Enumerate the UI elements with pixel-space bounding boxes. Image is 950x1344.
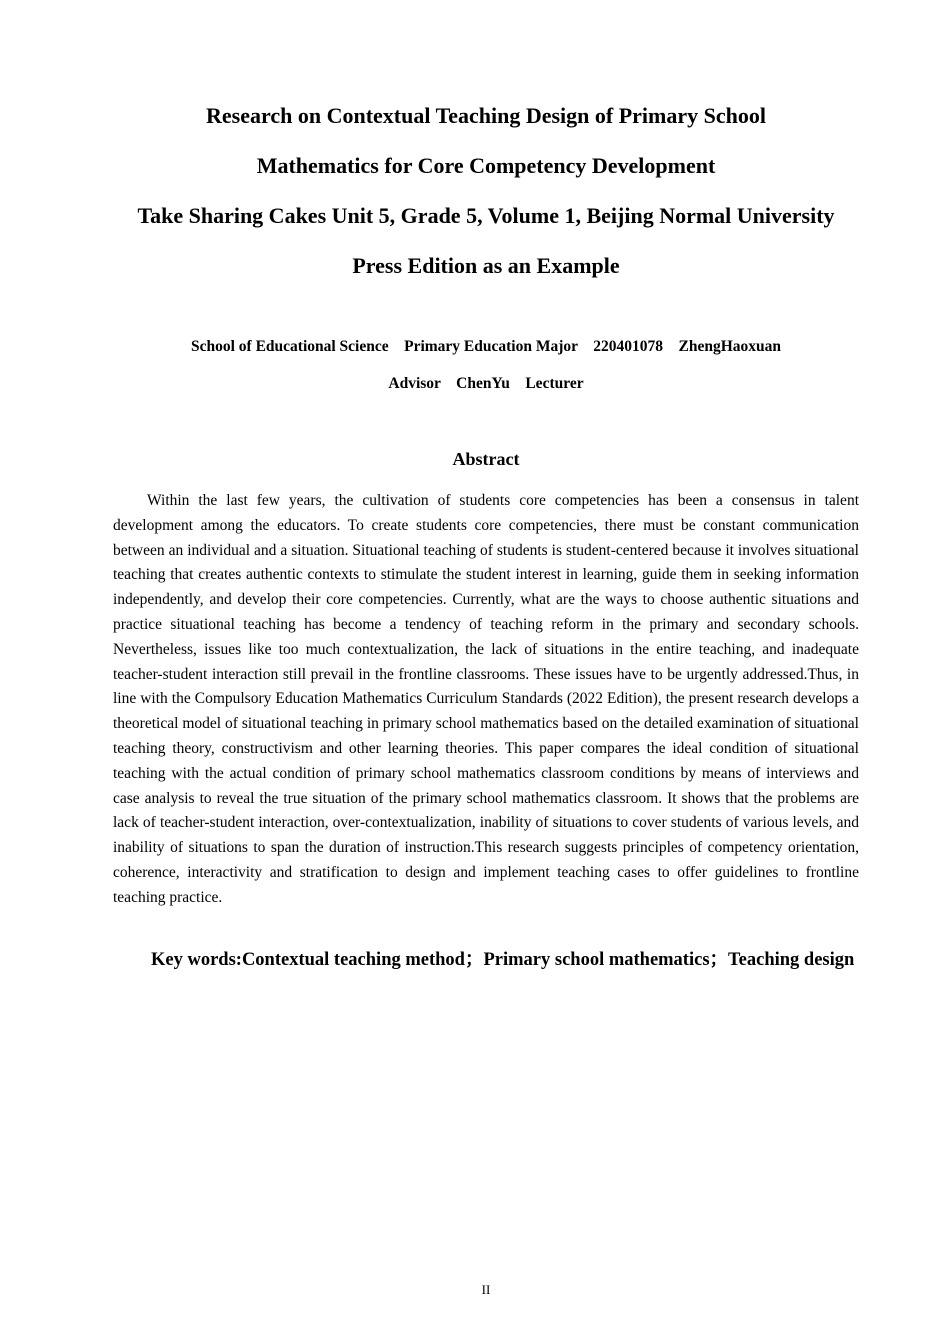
advisor-line: Advisor ChenYu Lecturer bbox=[388, 375, 584, 392]
subtitle-line-1: Take Sharing Cakes Unit 5, Grade 5, Volume 1, Beijing Normal University bbox=[137, 203, 835, 228]
title-line-2: Mathematics for Core Competency Development bbox=[256, 153, 716, 178]
title-line-1: Research on Contextual Teaching Design of Primary School bbox=[206, 103, 766, 128]
author-line: School of Educational Science Primary Education Major 220401078 ZhengHaoxuan bbox=[190, 338, 782, 355]
abstract-body: Within the last few years, the cultivation of students core competencies has been a consensus in talent development among the educators. To create students core competencies, there must be constant communication between an individual and a situation. Situational teaching of students is student-centered because it involves situational teaching that creates authentic contexts to stimulate the student interest in learning, guide them in seeking information independently, and develop their core competencies. Currently, what are the ways to choose authentic situations and practice situational teaching has become a tendency of teaching reform in the primary and secondary schools. Nevertheless, issues like too much contextualization, the lack of situations in the entire teaching, and inadequate teacher-student interaction still prevail in the frontline classrooms. These issues have to be urgently addressed.Thus, in line with the Compulsory Education Mathematics Curriculum Standards (2022 Edition), the present research develops a theoretical model of situational teaching in primary school mathematics based on the detailed examination of situational teaching theory, constructivism and other learning theories. This paper compares the ideal condition of situational teaching with the actual condition of primary school mathematics classroom conditions by means of interviews and case analysis to reveal the true situation of the primary school mathematics classroom. It shows that the problems are lack of teacher-student interaction, over-contextualization, inability of situations to cover students of various levels, and inability of situations to span the duration of instruction.This research suggests principles of competency orientation, coherence, interactivity and stratification to design and implement teaching cases to offer guidelines to frontline teaching practice. bbox=[113, 492, 859, 906]
keywords: Key words:Contextual teaching method；Primary school mathematics；Teaching design bbox=[151, 950, 855, 970]
abstract-heading: Abstract bbox=[452, 449, 520, 469]
subtitle-line-2: Press Edition as an Example bbox=[352, 253, 620, 278]
page-number: II bbox=[481, 1282, 491, 1297]
